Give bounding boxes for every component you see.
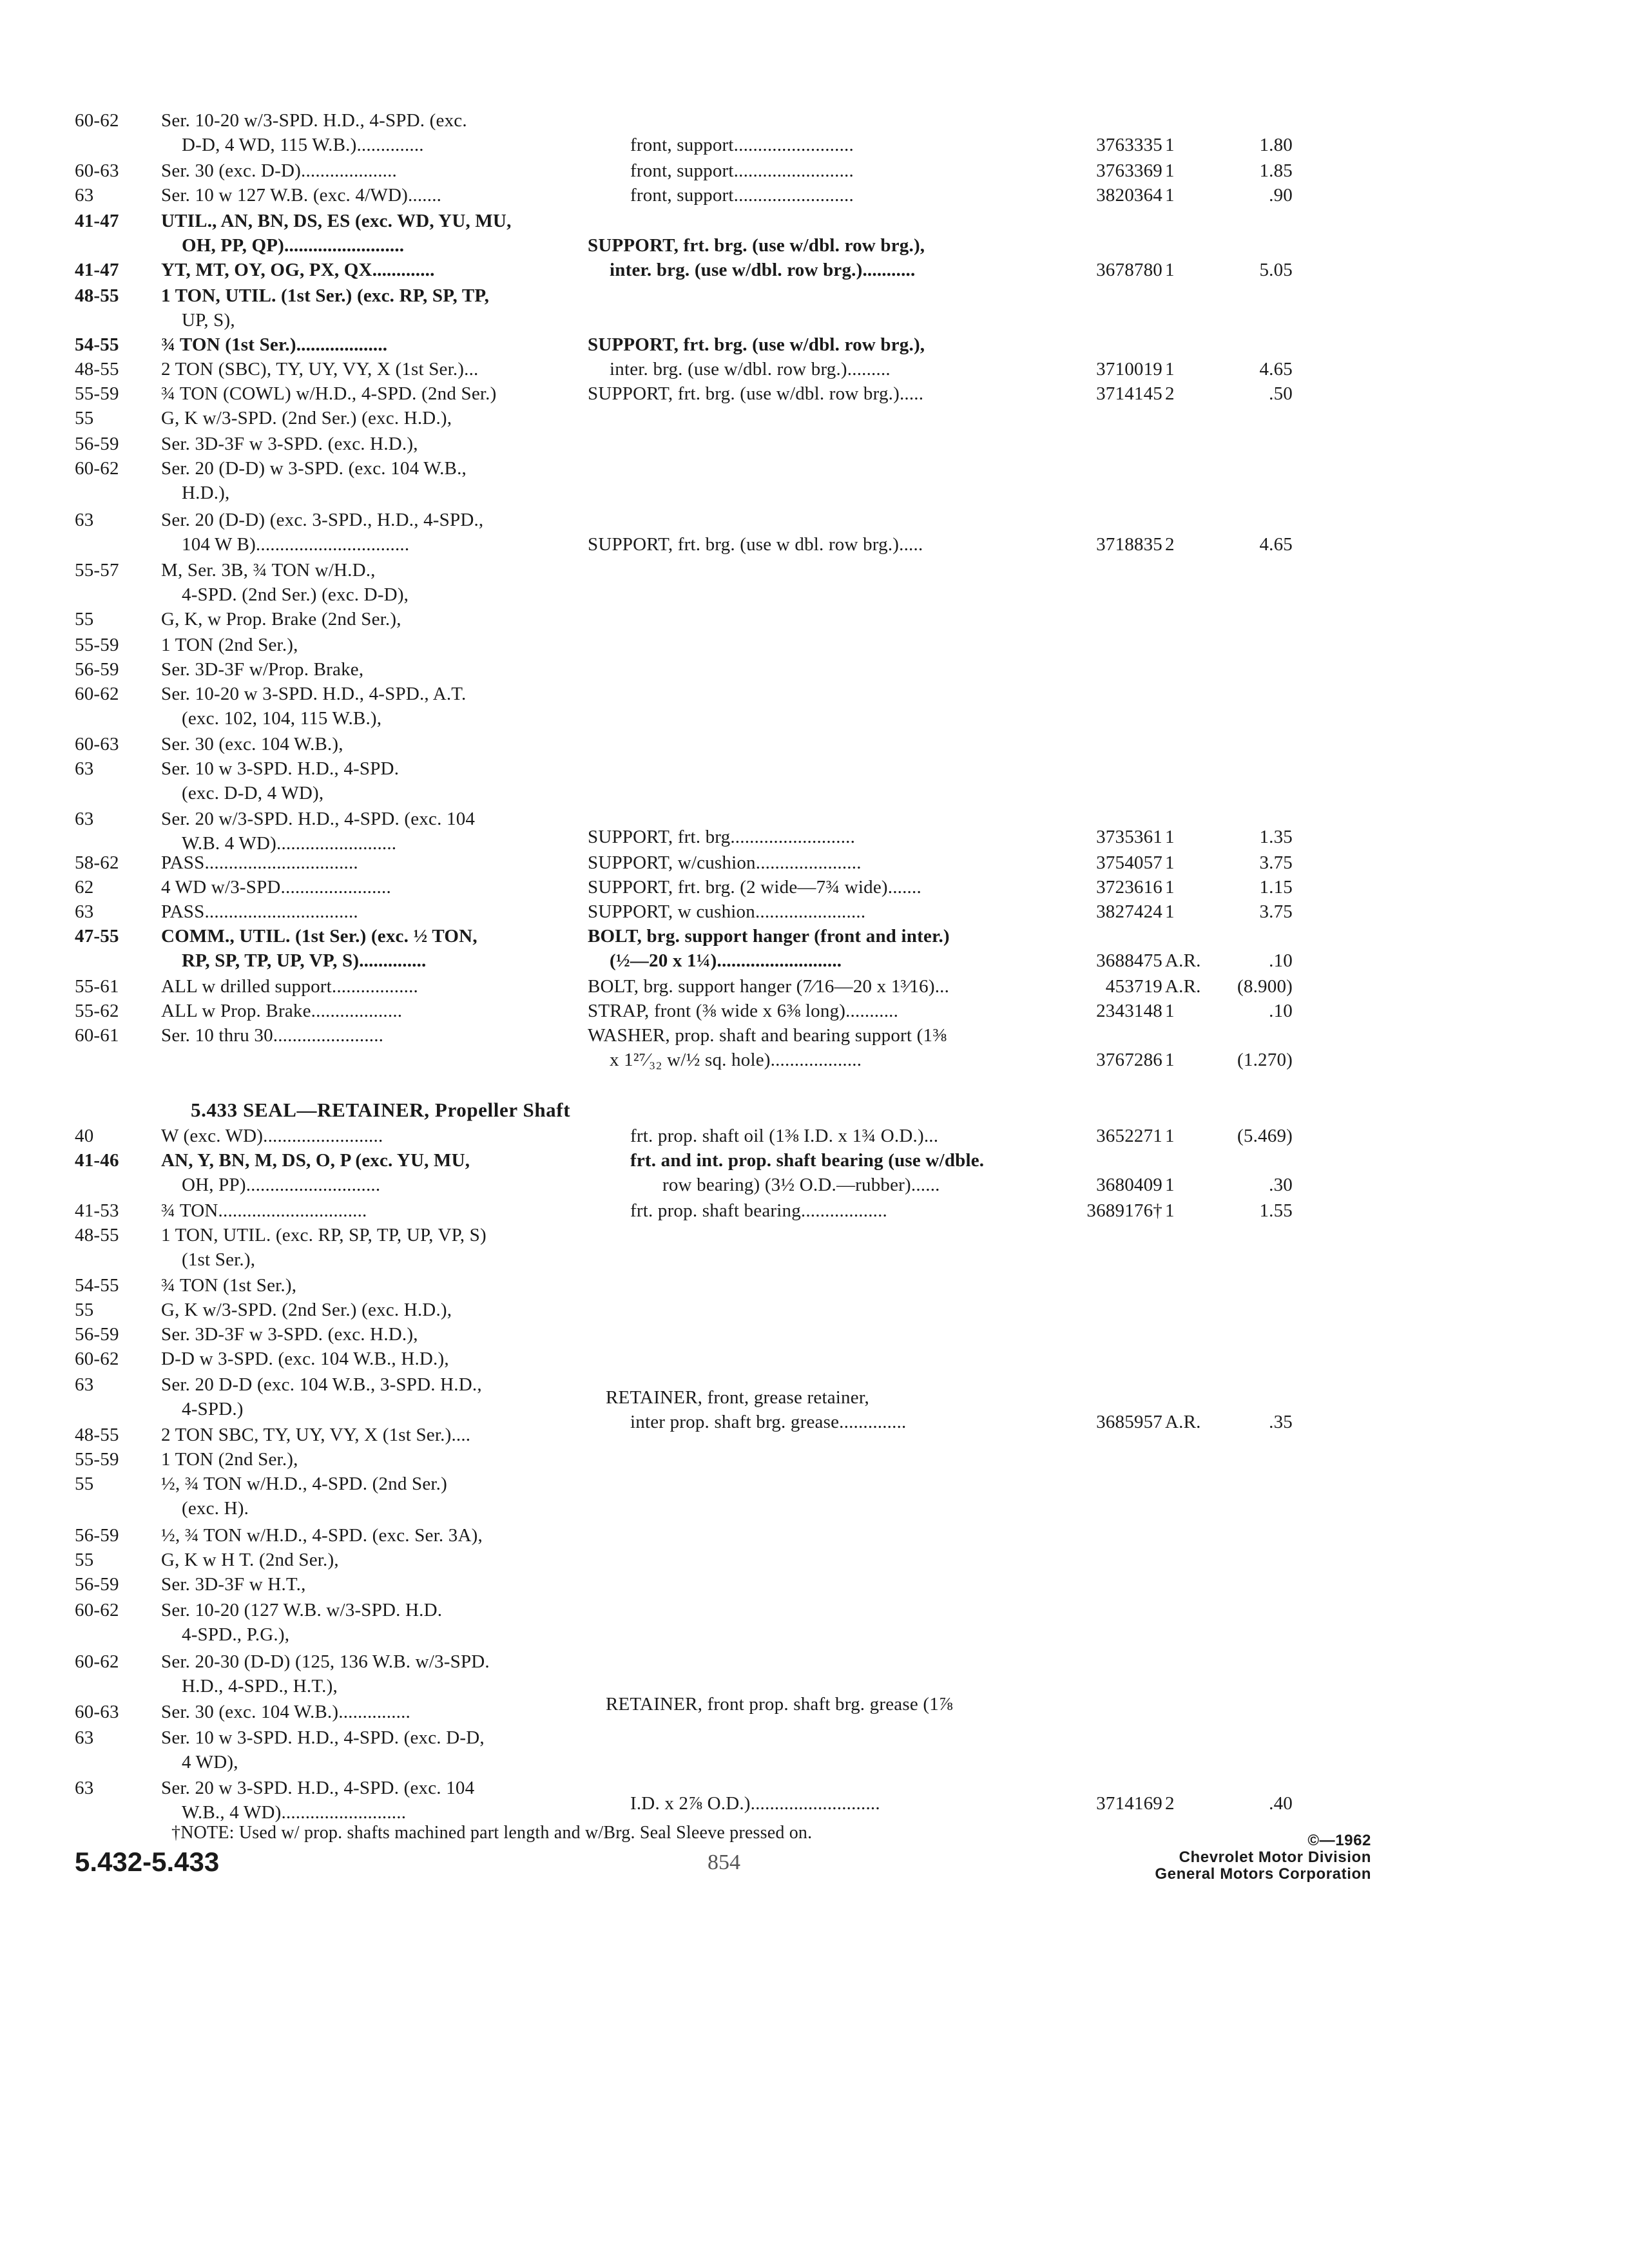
model-description: 4 WD w/3-SPD....................... bbox=[161, 877, 391, 898]
part-description-cont: front, support......................... bbox=[630, 185, 854, 206]
model-description: 1 TON (2nd Ser.), bbox=[161, 635, 298, 655]
part-number: 3820364 bbox=[1096, 185, 1162, 206]
model-year: 60-62 bbox=[75, 1651, 119, 1672]
model-year: 48-55 bbox=[75, 1225, 119, 1245]
part-number: 3767286 bbox=[1096, 1050, 1162, 1070]
model-year: 55 bbox=[75, 408, 94, 428]
model-year: 63 bbox=[75, 901, 94, 922]
model-description: Ser. 3D-3F w/Prop. Brake, bbox=[161, 659, 364, 680]
part-number: 3710019 bbox=[1096, 359, 1162, 380]
part-description: WASHER, prop. shaft and bearing support (1⅜ bbox=[588, 1025, 947, 1046]
model-year: 60-62 bbox=[75, 110, 119, 131]
model-description: YT, MT, OY, OG, PX, QX............. bbox=[161, 260, 435, 280]
model-description: Ser. 30 (exc. D-D).................... bbox=[161, 160, 398, 181]
part-number: 3685957 bbox=[1096, 1412, 1162, 1432]
part-description: SUPPORT, w/cushion...................... bbox=[588, 852, 862, 873]
model-description: Ser. 30 (exc. 104 W.B.)............... bbox=[161, 1702, 410, 1722]
part-description: BOLT, brg. support hanger (7⁄16—20 x 1³⁄16)... bbox=[588, 976, 950, 997]
model-year: 63 bbox=[75, 758, 94, 779]
price: 1.85 bbox=[1259, 160, 1293, 181]
model-description: PASS................................ bbox=[161, 852, 358, 873]
model-year: 56-59 bbox=[75, 434, 119, 454]
quantity: A.R. bbox=[1165, 976, 1201, 997]
model-year: 41-46 bbox=[75, 1150, 119, 1171]
model-year: 48-55 bbox=[75, 359, 119, 380]
part-number: 3723616 bbox=[1096, 877, 1162, 898]
price: 3.75 bbox=[1259, 852, 1293, 873]
section-heading: 5.433 SEAL—RETAINER, Propeller Shaft bbox=[191, 1099, 571, 1121]
model-description: W (exc. WD)......................... bbox=[161, 1126, 383, 1146]
model-description-cont: D-D, 4 WD, 115 W.B.).............. bbox=[182, 135, 424, 155]
model-description-cont: (exc. H). bbox=[182, 1498, 249, 1519]
price: .35 bbox=[1269, 1412, 1293, 1432]
model-description-cont: 104 W B)................................ bbox=[182, 534, 410, 555]
model-description: Ser. 3D-3F w 3-SPD. (exc. H.D.), bbox=[161, 1324, 418, 1345]
price: 4.65 bbox=[1259, 359, 1293, 380]
model-year: 48-55 bbox=[75, 1425, 119, 1445]
model-description: Ser. 10-20 w/3-SPD. H.D., 4-SPD. (exc. bbox=[161, 110, 467, 131]
part-description-cont: row bearing) (3½ O.D.—rubber)...... bbox=[662, 1175, 940, 1195]
part-description-cont: frt. and int. prop. shaft bearing (use w/dble. bbox=[630, 1150, 985, 1171]
part-number: 3714169 bbox=[1096, 1793, 1162, 1814]
quantity: A.R. bbox=[1165, 1412, 1201, 1432]
model-year: 55 bbox=[75, 1474, 94, 1494]
model-year: 55 bbox=[75, 1300, 94, 1320]
model-year: 63 bbox=[75, 1374, 94, 1395]
model-description: G, K w H T. (2nd Ser.), bbox=[161, 1550, 339, 1570]
model-year: 55-59 bbox=[75, 383, 119, 404]
division-name: Chevrolet Motor Division bbox=[1179, 1849, 1371, 1866]
price: 1.35 bbox=[1259, 827, 1293, 847]
part-description: BOLT, brg. support hanger (front and inter.) bbox=[588, 926, 950, 947]
quantity: 2 bbox=[1165, 534, 1175, 555]
quantity: 1 bbox=[1165, 1126, 1175, 1146]
price: .90 bbox=[1269, 185, 1293, 206]
model-description: ¾ TON (1st Ser.)................... bbox=[161, 334, 388, 355]
model-year: 55 bbox=[75, 609, 94, 629]
quantity: 1 bbox=[1165, 877, 1175, 898]
model-description: Ser. 20 (D-D) w 3-SPD. (exc. 104 W.B., bbox=[161, 458, 467, 479]
model-year: 60-61 bbox=[75, 1025, 119, 1046]
model-description-cont: 4-SPD.) bbox=[182, 1399, 244, 1419]
price: 4.65 bbox=[1259, 534, 1293, 555]
model-description: Ser. 10-20 (127 W.B. w/3-SPD. H.D. bbox=[161, 1600, 443, 1620]
part-number: 3718835 bbox=[1096, 534, 1162, 555]
part-description: SUPPORT, frt. brg.......................... bbox=[588, 827, 856, 847]
copyright: ©—1962 bbox=[1307, 1832, 1371, 1849]
model-description: Ser. 30 (exc. 104 W.B.), bbox=[161, 734, 343, 754]
model-description: Ser. 3D-3F w H.T., bbox=[161, 1574, 306, 1595]
part-number: 3688475 bbox=[1096, 950, 1162, 971]
quantity: 1 bbox=[1165, 160, 1175, 181]
quantity: 1 bbox=[1165, 185, 1175, 206]
part-number: 3763335 bbox=[1096, 135, 1162, 155]
model-year: 60-63 bbox=[75, 1702, 119, 1722]
model-year: 60-62 bbox=[75, 1349, 119, 1369]
model-description-cont: 4-SPD., P.G.), bbox=[182, 1624, 290, 1645]
quantity: 1 bbox=[1165, 1050, 1175, 1070]
model-description-cont: H.D.), bbox=[182, 483, 230, 503]
model-year: 60-62 bbox=[75, 458, 119, 479]
model-year: 60-62 bbox=[75, 684, 119, 704]
model-description: Ser. 20 D-D (exc. 104 W.B., 3-SPD. H.D., bbox=[161, 1374, 482, 1395]
part-description: SUPPORT, frt. brg. (use w/dbl. row brg.)..... bbox=[588, 383, 924, 404]
corporation-name: General Motors Corporation bbox=[1155, 1865, 1371, 1883]
model-description: Ser. 20 (D-D) (exc. 3-SPD., H.D., 4-SPD., bbox=[161, 510, 484, 530]
model-description: 1 TON (2nd Ser.), bbox=[161, 1449, 298, 1470]
model-year: 56-59 bbox=[75, 659, 119, 680]
model-year: 60-63 bbox=[75, 160, 119, 181]
model-year: 63 bbox=[75, 1727, 94, 1748]
model-description: PASS................................ bbox=[161, 901, 358, 922]
model-description: Ser. 3D-3F w 3-SPD. (exc. H.D.), bbox=[161, 434, 418, 454]
quantity: 1 bbox=[1165, 827, 1175, 847]
model-year: 63 bbox=[75, 809, 94, 829]
model-description: AN, Y, BN, M, DS, O, P (exc. YU, MU, bbox=[161, 1150, 470, 1171]
price: .10 bbox=[1269, 1001, 1293, 1021]
part-number: 3714145 bbox=[1096, 383, 1162, 404]
model-description: ALL w drilled support.................. bbox=[161, 976, 418, 997]
model-description: ½, ¾ TON w/H.D., 4-SPD. (2nd Ser.) bbox=[161, 1474, 447, 1494]
model-description: COMM., UTIL. (1st Ser.) (exc. ½ TON, bbox=[161, 926, 477, 947]
model-year: 41-53 bbox=[75, 1200, 119, 1221]
model-description: D-D w 3-SPD. (exc. 104 W.B., H.D.), bbox=[161, 1349, 449, 1369]
part-number: 3735361 bbox=[1096, 827, 1162, 847]
model-year: 47-55 bbox=[75, 926, 119, 947]
model-year: 56-59 bbox=[75, 1525, 119, 1546]
part-description: STRAP, front (⅜ wide x 6⅜ long)........... bbox=[588, 1001, 899, 1021]
part-description-cont: inter. brg. (use w/dbl. row brg.)......... bbox=[610, 359, 891, 380]
model-description: G, K w/3-SPD. (2nd Ser.) (exc. H.D.), bbox=[161, 408, 452, 428]
part-number: 3827424 bbox=[1096, 901, 1162, 922]
model-year: 55 bbox=[75, 1550, 94, 1570]
model-year: 60-63 bbox=[75, 734, 119, 754]
part-description-cont: (½—20 x 1¼).......................... bbox=[610, 950, 842, 971]
model-description: ¾ TON (1st Ser.), bbox=[161, 1275, 297, 1296]
part-description: SUPPORT, w cushion....................... bbox=[588, 901, 866, 922]
price: (5.469) bbox=[1237, 1126, 1293, 1146]
page-number: 854 bbox=[708, 1850, 740, 1874]
model-description: Ser. 10-20 w 3-SPD. H.D., 4-SPD., A.T. bbox=[161, 684, 467, 704]
price: (8.900) bbox=[1237, 976, 1293, 997]
part-description-cont: x 1²⁷⁄₃₂ w/½ sq. hole)................... bbox=[610, 1050, 862, 1070]
model-year: 41-47 bbox=[75, 260, 119, 280]
quantity: 1 bbox=[1165, 1175, 1175, 1195]
part-description-cont: front, support......................... bbox=[630, 135, 854, 155]
section-range: 5.432-5.433 bbox=[75, 1847, 220, 1877]
model-year: 55-59 bbox=[75, 635, 119, 655]
model-year: 56-59 bbox=[75, 1574, 119, 1595]
model-year: 63 bbox=[75, 510, 94, 530]
quantity: 1 bbox=[1165, 852, 1175, 873]
model-description-cont: OH, PP, QP)......................... bbox=[182, 235, 405, 256]
part-description: SUPPORT, frt. brg. (use w/dbl. row brg.), bbox=[588, 235, 925, 256]
model-year: 60-62 bbox=[75, 1600, 119, 1620]
footnote: †NOTE: Used w/ prop. shafts machined part length and w/Brg. Seal Sleeve pressed on. bbox=[171, 1823, 813, 1843]
part-number: 3754057 bbox=[1096, 852, 1162, 873]
part-number: 453719 bbox=[1105, 976, 1162, 997]
model-description-cont: H.D., 4-SPD., H.T.), bbox=[182, 1676, 338, 1696]
quantity: 1 bbox=[1165, 1200, 1175, 1221]
price: (1.270) bbox=[1237, 1050, 1293, 1070]
part-description-cont: frt. prop. shaft oil (1⅜ I.D. x 1¾ O.D.)... bbox=[630, 1126, 939, 1146]
model-description-cont: W.B., 4 WD).......................... bbox=[182, 1802, 407, 1823]
price: 1.80 bbox=[1259, 135, 1293, 155]
model-description: Ser. 10 thru 30....................... bbox=[161, 1025, 384, 1046]
model-year: 55-61 bbox=[75, 976, 119, 997]
model-description-cont: UP, S), bbox=[182, 310, 235, 331]
part-number: 3652271 bbox=[1096, 1126, 1162, 1146]
model-year: 58-62 bbox=[75, 852, 119, 873]
model-description: G, K w/3-SPD. (2nd Ser.) (exc. H.D.), bbox=[161, 1300, 452, 1320]
model-description-cont: OH, PP)............................ bbox=[182, 1175, 381, 1195]
model-year: 55-59 bbox=[75, 1449, 119, 1470]
quantity: 1 bbox=[1165, 135, 1175, 155]
part-description: RETAINER, front, grease retainer, bbox=[606, 1387, 869, 1408]
part-description-cont: front, support......................... bbox=[630, 160, 854, 181]
model-description: ½, ¾ TON w/H.D., 4-SPD. (exc. Ser. 3A), bbox=[161, 1525, 483, 1546]
model-description: Ser. 10 w 127 W.B. (exc. 4/WD)....... bbox=[161, 185, 442, 206]
quantity: 1 bbox=[1165, 359, 1175, 380]
price: .30 bbox=[1269, 1175, 1293, 1195]
model-year: 62 bbox=[75, 877, 94, 898]
model-description-cont: 4-SPD. (2nd Ser.) (exc. D-D), bbox=[182, 584, 409, 605]
model-year: 41-47 bbox=[75, 211, 119, 231]
quantity: A.R. bbox=[1165, 950, 1201, 971]
model-year: 48-55 bbox=[75, 285, 119, 306]
price: 1.55 bbox=[1259, 1200, 1293, 1221]
model-year: 56-59 bbox=[75, 1324, 119, 1345]
model-description: 1 TON, UTIL. (1st Ser.) (exc. RP, SP, TP, bbox=[161, 285, 490, 306]
part-number: 3680409 bbox=[1096, 1175, 1162, 1195]
model-description: 2 TON SBC, TY, UY, VY, X (1st Ser.).... bbox=[161, 1425, 471, 1445]
quantity: 2 bbox=[1165, 1793, 1175, 1814]
part-number: 3763369 bbox=[1096, 160, 1162, 181]
model-description: ¾ TON (COWL) w/H.D., 4-SPD. (2nd Ser.) bbox=[161, 383, 497, 404]
model-year: 55-62 bbox=[75, 1001, 119, 1021]
model-description-cont: W.B. 4 WD)......................... bbox=[182, 833, 397, 854]
part-number: 2343148 bbox=[1096, 1001, 1162, 1021]
part-description: SUPPORT, frt. brg. (use w dbl. row brg.)..... bbox=[588, 534, 923, 555]
model-description: Ser. 20 w 3-SPD. H.D., 4-SPD. (exc. 104 bbox=[161, 1778, 475, 1798]
model-year: 55-57 bbox=[75, 560, 119, 581]
quantity: 1 bbox=[1165, 901, 1175, 922]
part-description: RETAINER, front prop. shaft brg. grease (1⅞ bbox=[606, 1694, 953, 1715]
model-description: ¾ TON............................... bbox=[161, 1200, 367, 1221]
part-description-cont: inter. brg. (use w/dbl. row brg.)........... bbox=[610, 260, 916, 280]
model-description-cont: RP, SP, TP, UP, VP, S).............. bbox=[182, 950, 427, 971]
part-number: 3689176† bbox=[1086, 1200, 1162, 1221]
model-description: Ser. 10 w 3-SPD. H.D., 4-SPD. (exc. D-D, bbox=[161, 1727, 485, 1748]
model-description: Ser. 10 w 3-SPD. H.D., 4-SPD. bbox=[161, 758, 400, 779]
price: 1.15 bbox=[1259, 877, 1293, 898]
model-description-cont: (exc. D-D, 4 WD), bbox=[182, 783, 324, 803]
model-year: 40 bbox=[75, 1126, 94, 1146]
model-year: 54-55 bbox=[75, 334, 119, 355]
model-description: Ser. 20-30 (D-D) (125, 136 W.B. w/3-SPD. bbox=[161, 1651, 490, 1672]
price: .40 bbox=[1269, 1793, 1293, 1814]
model-description: 2 TON (SBC), TY, UY, VY, X (1st Ser.)... bbox=[161, 359, 479, 380]
part-description-cont: inter prop. shaft brg. grease.............. bbox=[630, 1412, 907, 1432]
model-description: UTIL., AN, BN, DS, ES (exc. WD, YU, MU, bbox=[161, 211, 512, 231]
model-description-cont: (1st Ser.), bbox=[182, 1249, 256, 1270]
model-description: G, K, w Prop. Brake (2nd Ser.), bbox=[161, 609, 401, 629]
part-number: 3678780 bbox=[1096, 260, 1162, 280]
model-description: 1 TON, UTIL. (exc. RP, SP, TP, UP, VP, S) bbox=[161, 1225, 487, 1245]
quantity: 1 bbox=[1165, 1001, 1175, 1021]
model-description-cont: 4 WD), bbox=[182, 1752, 238, 1773]
model-description: M, Ser. 3B, ¾ TON w/H.D., bbox=[161, 560, 376, 581]
part-description: SUPPORT, frt. brg. (use w/dbl. row brg.), bbox=[588, 334, 925, 355]
model-year: 54-55 bbox=[75, 1275, 119, 1296]
model-description: Ser. 20 w/3-SPD. H.D., 4-SPD. (exc. 104 bbox=[161, 809, 476, 829]
price: .50 bbox=[1269, 383, 1293, 404]
price: 3.75 bbox=[1259, 901, 1293, 922]
model-year: 63 bbox=[75, 185, 94, 206]
quantity: 1 bbox=[1165, 260, 1175, 280]
price: .10 bbox=[1269, 950, 1293, 971]
quantity: 2 bbox=[1165, 383, 1175, 404]
model-description: ALL w Prop. Brake................... bbox=[161, 1001, 403, 1021]
part-description-cont: frt. prop. shaft bearing.................. bbox=[630, 1200, 888, 1221]
model-description-cont: (exc. 102, 104, 115 W.B.), bbox=[182, 708, 382, 729]
model-year: 63 bbox=[75, 1778, 94, 1798]
part-description-cont: I.D. x 2⅞ O.D.)........................... bbox=[630, 1793, 880, 1814]
price: 5.05 bbox=[1259, 260, 1293, 280]
part-description: SUPPORT, frt. brg. (2 wide—7¾ wide)....... bbox=[588, 877, 921, 898]
